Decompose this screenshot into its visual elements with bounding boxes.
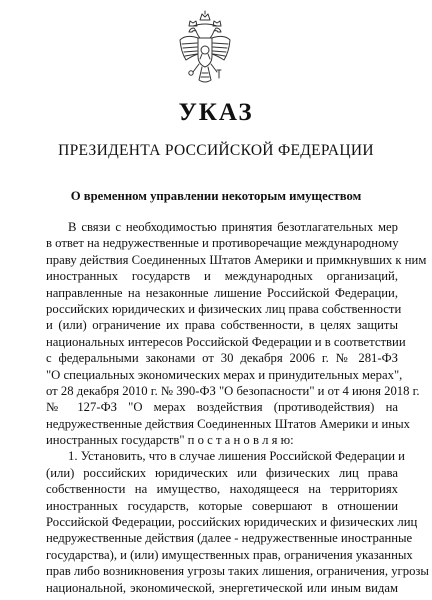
body-line: от 28 декабря 2010 г. № 390-ФЗ "О безопасности" и от 4 июня 2018 г.	[46, 383, 420, 398]
body-line: направленные на незаконные лишение Российской Федерации,	[46, 285, 398, 300]
body-line: 1. Установить, что в случае лишения Российской Федерации и	[68, 449, 405, 464]
decree-title: УКАЗ	[178, 99, 254, 126]
body-line: (или) российских юридических или физических лиц права	[46, 465, 398, 480]
body-line: российских юридических и физических лиц права собственности	[46, 301, 402, 316]
body-line: национальных интересов Российской Федерации и в соответствии	[46, 334, 406, 349]
body-line: и (или) ограничение их права собственности, в целях защиты	[46, 318, 398, 333]
body-line: государства), и (или) имущественных прав, ограничения указанных	[46, 547, 413, 562]
body-line: недружественные действия (далее - недружественные иностранные	[46, 531, 413, 546]
decree-heading: О временном управлении некоторым имуществом	[70, 189, 362, 203]
body-line: праву действия Соединенных Штатов Америки и примкнувших к ним	[46, 252, 427, 267]
body-line: недружественные действия Соединенных Штатов Америки и иных	[46, 416, 410, 431]
coat-of-arms-icon	[178, 10, 232, 88]
body-line: национальной, экономической, энергетической или иным видам	[46, 580, 398, 595]
body-line: иностранных государств" п о с т а н о в л я ю:	[46, 433, 294, 448]
decree-body	[46, 219, 429, 596]
body-line: в ответ на недружественные и противоречащие международному	[46, 236, 399, 251]
body-line: иностранных государств и международных организаций,	[46, 269, 398, 284]
body-line: иностранных государств, которые совершают в отношении	[46, 498, 398, 513]
body-line: собственности на имущество, находящееся на территориях	[46, 482, 398, 497]
body-line: В связи с необходимостью принятия безотлагательных мер	[68, 220, 398, 234]
body-line: "О специальных экономических мерах и принудительных мерах",	[46, 367, 403, 382]
body-line: № 127-ФЗ "О мерах воздействия (противодействия) на	[46, 400, 398, 415]
body-line: Российской Федерации, российских юридических и физических лиц	[46, 515, 418, 530]
body-line: с федеральными законами от 30 декабря 2006 г. № 281-ФЗ	[46, 351, 398, 366]
body-line: прав либо возникновения угрозы таких лишения, ограничения, угрозы	[46, 564, 429, 579]
issuer-subtitle: ПРЕЗИДЕНТА РОССИЙСКОЙ ФЕДЕРАЦИИ	[58, 142, 374, 159]
